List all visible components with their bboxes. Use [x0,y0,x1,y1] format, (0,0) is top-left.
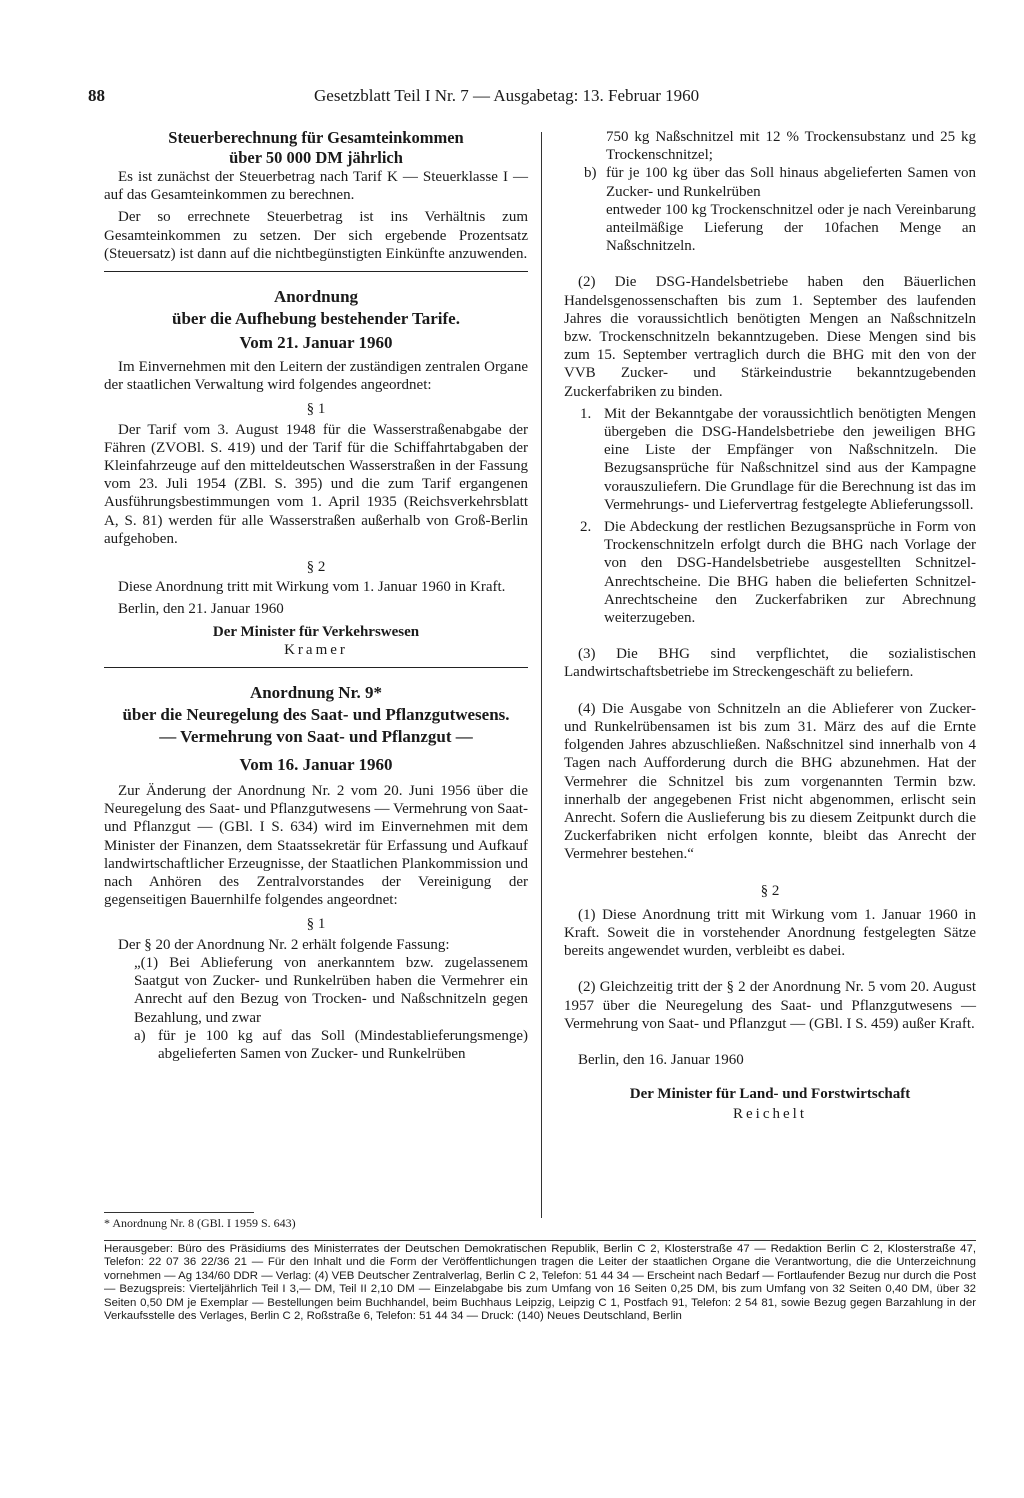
section-title: Anordnung [273,287,359,307]
column-divider [541,132,542,1218]
section-divider [104,271,528,272]
paragraph-label: § 1 [306,401,326,418]
footnote-divider [104,1212,254,1213]
section-tax-calculation [104,128,528,263]
paragraph: Der so errechnete Steuerbetrag ist ins Verhältnis zum Gesamteinkommen zu setzen. Der sich ergebende Prozentsatz (Steuersatz) ist dann auf die nichtbegünstigten Einkünfte anzuwenden. [104,209,528,262]
paragraph: (4) Die Ausgabe von Schnitzeln an die Ablieferer von Zucker- und Runkelrübensamen ist bis zum 31. März des auf die Ernte folgenden Jahres abzuschließen. Naßschnitzel sind innerhalb von 4 Tagen nach Aufforderung durch die BHG abzunehmen. Hat der Vermehrer die Schnitzel bis zum vorgenannten Termin bzw. innerhalb der angegebenen Frist nicht abgenommen, erlischt sein Anrecht. Sofern die Auslieferung bis zu diesem Zeitpunkt durch die Zuckerfabriken nicht erfolgen konnte, bleibt das Anrecht der Vermehrer bestehen.“ [564,700,976,863]
paragraph-label: § 2 [760,882,780,899]
list-marker: 2. [580,519,592,536]
list-marker: b) [584,165,597,182]
list-item-text: Mit der Bekanntgabe der voraussichtlich benötigten Mengen übergeben die DSG-Handelsbetriebe den jeweiligen BHG eine Liste der Empfänger von Naßschnitzeln. Die Bezugsansprüche für Naßschnitzel sind aus der Kampagne vorauszuliefern. Die Grundlage für die Berechnung ist das im Vermehrungs- und Liefervertrag festgelegte Ablieferungssoll. [604,405,976,513]
paragraph: (1) Diese Anordnung tritt mit Wirkung vom 1. Januar 1960 in Kraft. Soweit die in vorstehender Anordnung festgelegten Sätze bereits angewendet wurden, verbleibt es dabei. [564,906,976,960]
paragraph: Zur Änderung der Anordnung Nr. 2 vom 20. Juni 1956 über die Neuregelung des Saat- und Pflanzgutwesens — Vermehrung von Saat- und Pflanzgut — (GBl. I S. 634) wird im Einvernehmen mit dem Minister der Finanzen, dem Staatssekretär für Erfassung und Aufkauf landwirtschaftlicher Erzeugnisse, der Staatlichen Plankommission und nach Anhören des Zentralvorstandes der Vereinigung der gegenseitigen Bauernhilfe folgendes angeordnet: [104,783,528,909]
signer-title: Der Minister für Verkehrswesen [212,623,420,640]
paragraph: Diese Anordnung tritt mit Wirkung vom 1. Januar 1960 in Kraft. [118,579,506,596]
list-item [104,1027,528,1063]
imprint-divider [104,1240,976,1241]
signer-name: Kramer [284,641,348,658]
signer-name: Reichelt [733,1106,807,1123]
section-date: Vom 21. Januar 1960 [239,333,393,353]
list-item [564,164,976,200]
section-subtitle: über die Aufhebung bestehender Tarife. [172,309,460,329]
quoted-paragraph: „(1) Bei Ablieferung von anerkanntem bzw. zugelassenem Saatgut von Zucker- und Runkelrüben haben die Vermehrer ein Anrecht auf den Bezug von Trocken- und Naßschnitzeln gegen Bezahlung, und zwar [134,954,528,1026]
section-tariff-repeal [104,286,528,659]
section-subtitle: über 50 000 DM jährlich [229,148,403,167]
left-column [104,128,528,1063]
paragraph: (2) Die DSG-Handelsbetriebe haben den Bäuerlichen Handelsgenossenschaften bis zum 1. September des laufenden Jahres die voraussichtlich benötigten Mengen an Naßschnitzeln bzw. Trockenschnitzeln bekanntzugeben. Diese Mengen sind bis zum 15. September vertraglich durch die BHG mit den von der VVB Zucker- und Stärkeindustrie bekanntzugebenden Zuckerfabriken zu binden. [564,274,976,400]
place-date: Berlin, den 21. Januar 1960 [118,601,284,618]
section-subtitle-2: — Vermehrung von Saat- und Pflanzgut — [159,727,473,747]
section-seed-ordinance [104,682,528,1063]
page-number: 88 [88,86,105,105]
list-item [564,405,976,514]
paragraph-label: § 1 [306,916,326,933]
section-divider [104,667,528,668]
section-title: Steuerberechnung für Gesamteinkommen [168,128,464,147]
section-date: Vom 16. Januar 1960 [239,755,393,775]
paragraph: (2) Gleichzeitig tritt der § 2 der Anordnung Nr. 5 vom 20. August 1957 über die Neuregelung des Saat- und Pflanzgutwesens — Vermehrung von Saat- und Pflanzgut — (GBl. I S. 459) außer Kraft. [564,979,976,1032]
list-marker: 1. [580,405,592,422]
paragraph: Im Einvernehmen mit den Leitern der zuständigen zentralen Organe der staatlichen Verwaltung wird folgendes angeordnet: [104,359,528,394]
list-marker: a) [134,1027,146,1044]
section-subtitle: über die Neuregelung des Saat- und Pflanzgutwesens. [122,705,510,725]
list-item-continuation: entweder 100 kg Trockenschnitzel oder je nach Vereinbarung anteilmäßige Lieferung der 10fachen Menge an Naßschnitzeln. [606,201,976,255]
paragraph-label: § 2 [306,559,326,576]
list-item [564,518,976,627]
list-item-text: Die Abdeckung der restlichen Bezugsansprüche in Form von Trockenschnitzeln erfolgt durch die BHG nach Vorlage der von den DSG-Handelsbetriebe ausgestellten Schnitzel-Anrechtscheine. Die BHG haben die belieferten Schnitzel-Anrechtscheine den Zuckerfabriken zur Abrechnung weiterzugeben. [604,519,976,627]
list-item-continuation: 750 kg Naßschnitzel mit 12 % Trockensubstanz und 25 kg Trockenschnitzel; [606,129,976,164]
signer-title: Der Minister für Land- und Forstwirtschaft [629,1086,911,1103]
paragraph: Es ist zunächst der Steuerbetrag nach Tarif K — Steuerklasse I — auf das Gesamteinkommen zu berechnen. [104,169,528,204]
paragraph: Der § 20 der Anordnung Nr. 2 erhält folgende Fassung: [118,936,450,953]
imprint: Herausgeber: Büro des Präsidiums des Ministerrates der Deutschen Demokratischen Republik, Berlin C 2, Klosterstraße 47 — Redaktion Berlin C 2, Klosterstraße 47, Telefon: 22 07 36 22/36 21 — Für den Inhalt und die Form der Veröffentlichungen tragen die Leiter der staatlichen Organe die Verantwortung, die die Unterzeichnung vornehmen — Ag 134/60 DDR — Verlag: (4) VEB Deutscher Zentralverlag, Berlin C 2, Telefon: 51 44 34 — Erscheint nach Bedarf — Fortlaufender Bezug nur durch die Post — Bezugspreis: Vierteljährlich Teil I 3,— DM, Teil II 2,10 DM — Einzelabgabe bis zum Umfang von 16 Seiten 0,25 DM, bis zum Umfang von 32 Seiten 0,40 DM, über 32 Seiten 0,50 DM je Exemplar — Bestellungen beim Buchhandel, beim Buchhaus Leipzig, Leipzig C 1, Postfach 91, Telefon: 2 54 81, sowie Bezug gegen Barzahlung in der Verkaufsstelle des Verlages, Berlin C 2, Roßstraße 6, Telefon: 51 44 34 — Druck: (140) Neues Deutschland, Berlin [104,1243,976,1323]
section-title: Anordnung Nr. 9* [249,683,383,703]
list-item-text: für je 100 kg auf das Soll (Mindestablieferungsmenge) abgelieferten Samen von Zucker- und Runkelrüben [158,1027,528,1062]
paragraph: (3) Die BHG sind verpflichtet, die sozialistischen Landwirtschaftsbetriebe im Streckengeschäft zu beliefern. [564,646,976,681]
running-title: Gesetzblatt Teil I Nr. 7 — Ausgabetag: 13. Februar 1960 [314,86,700,105]
place-date: Berlin, den 16. Januar 1960 [578,1051,744,1068]
paragraph: Der Tarif vom 3. August 1948 für die Wasserstraßenabgabe der Fähren (ZVOBl. S. 419) und der Tarif für die Schiffahrtabgaben der Kleinfahrzeuge auf den mitteldeutschen Wasserstraßen in der Fassung vom 23. Juli 1954 (ZBl. S. 395) und die zum Tarif ergangenen Ausführungsbestimmungen vom 1. April 1935 (Reichsverkehrsblatt A, S. 81) werden für alle Wasserstraßen außerhalb von Groß-Berlin aufgehoben. [104,421,528,547]
list-item-text: für je 100 kg über das Soll hinaus abgelieferten Samen von Zucker- und Runkelrüben [606,165,976,200]
footnote: * Anordnung Nr. 8 (GBl. I 1959 S. 643) [104,1216,296,1230]
right-column [564,128,976,1124]
